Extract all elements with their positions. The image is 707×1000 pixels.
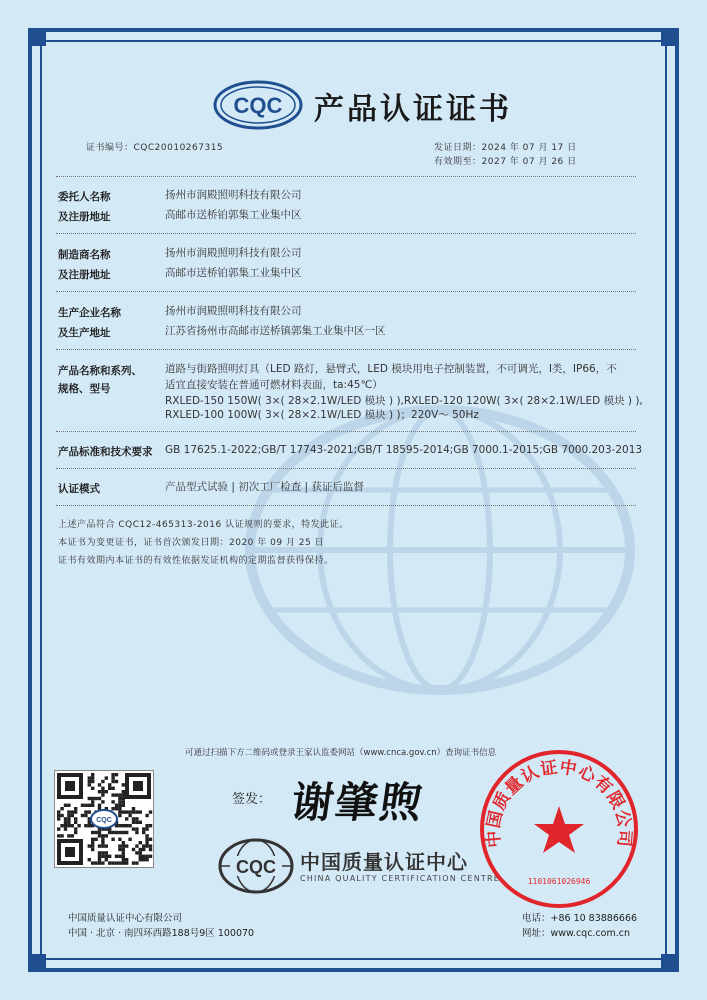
factory-name-label: 生产企业名称 bbox=[58, 307, 121, 319]
product-label-line1: 产品名称和系列、 bbox=[58, 365, 142, 377]
client-name-label: 委托人名称 bbox=[58, 191, 111, 203]
corner-ornament bbox=[661, 28, 679, 46]
product-models-line1: RXLED-150 150W( 3×( 28×2.1W/LED 模块 ) ),RXLED-120 120W( 3×( 28×2.1W/LED 模块 ) ), bbox=[165, 395, 643, 407]
cert-number-label: 证书编号： bbox=[86, 143, 134, 153]
footer-website[interactable]: 网址：www.cqc.com.cn bbox=[522, 928, 631, 939]
certificate-title: 产品认证证书 bbox=[314, 92, 512, 127]
product-label-line2: 规格、型号 bbox=[58, 383, 111, 395]
note-line: 证书有效期内本证书的有效性依据发证机构的定期监督获得保持。 bbox=[58, 556, 334, 566]
standards-label: 产品标准和技术要求 bbox=[58, 446, 153, 458]
manufacturer-address-value: 高邮市送桥铂郭集工业集中区 bbox=[165, 267, 302, 279]
issue-date-label: 发证日期： bbox=[434, 143, 482, 153]
corner-ornament bbox=[661, 954, 679, 972]
product-models-line2: RXLED-100 100W( 3×( 28×2.1W/LED 模块 ) )；220V～ 50Hz bbox=[165, 409, 479, 421]
svg-text:CQC: CQC bbox=[96, 817, 112, 824]
footer-phone: 电话：+86 10 83886666 bbox=[522, 913, 638, 924]
corner-ornament bbox=[28, 954, 46, 972]
footer-org-name: 中国质量认证中心有限公司 bbox=[68, 913, 183, 924]
svg-text:CQC: CQC bbox=[236, 857, 276, 877]
issue-date bbox=[434, 140, 577, 153]
manufacturer-name-value: 扬州市润殿照明科技有限公司 bbox=[165, 247, 302, 259]
divider bbox=[56, 505, 636, 506]
divider bbox=[56, 468, 636, 469]
expiry-date bbox=[434, 154, 577, 167]
qr-code[interactable] bbox=[54, 770, 154, 868]
standards-value: GB 17625.1-2022;GB/T 17743-2021;GB/T 18595-2014;GB 7000.1-2015;GB 7000.203-2013 bbox=[165, 444, 643, 456]
divider bbox=[56, 233, 636, 234]
divider bbox=[56, 431, 636, 432]
cert-number bbox=[86, 140, 223, 153]
certification-mode-label: 认证模式 bbox=[58, 483, 100, 495]
manufacturer-name-label: 制造商名称 bbox=[58, 249, 111, 261]
expiry-date-label: 有效期至： bbox=[434, 157, 482, 167]
org-name-cn: 中国质量认证中心 bbox=[300, 850, 468, 874]
divider bbox=[56, 349, 636, 350]
cert-number-value: CQC20010267315 bbox=[133, 143, 224, 153]
factory-name-value: 扬州市润殿照明科技有限公司 bbox=[165, 305, 302, 317]
cqc-logo bbox=[213, 80, 303, 130]
certification-mode-value: 产品型式试验 | 初次工厂检查 | 获证后监督 bbox=[165, 481, 364, 493]
official-seal bbox=[478, 748, 640, 910]
product-description-line2: 适宜直接安装在普通可燃材料表面，ta:45℃） bbox=[165, 379, 383, 391]
issue-date-value: 2024 年 07 月 17 日 bbox=[481, 143, 577, 153]
signature: 谢肇煦 bbox=[288, 778, 428, 827]
footer-address: 中国 · 北京 · 南四环西路188号9区 100070 bbox=[68, 928, 255, 939]
client-address-value: 高邮市送桥铂郭集工业集中区 bbox=[165, 209, 302, 221]
factory-address-label: 及生产地址 bbox=[58, 327, 111, 339]
divider bbox=[56, 176, 636, 177]
product-description-line1: 道路与街路照明灯具（LED 路灯，悬臂式，LED 模块用电子控制装置，不可调光，I类，IP66，不 bbox=[165, 363, 617, 375]
factory-address-value: 江苏省扬州市高邮市送桥镇郭集工业集中区一区 bbox=[165, 325, 386, 337]
client-address-label: 及注册地址 bbox=[58, 211, 111, 223]
client-name-value: 扬州市润殿照明科技有限公司 bbox=[165, 189, 302, 201]
svg-text:中国质量认证中心有限公司: 中国质量认证中心有限公司 bbox=[483, 757, 635, 849]
svg-text:CQC: CQC bbox=[233, 93, 283, 118]
verify-instructions: 可通过扫描下方二维码或登录王家认监委网站（www.cnca.gov.cn）查询证书信息 bbox=[185, 748, 497, 758]
cqc-bottom-logo bbox=[218, 838, 294, 894]
svg-text:1101061026946: 1101061026946 bbox=[527, 877, 591, 886]
org-name-en: CHINA QUALITY CERTIFICATION CENTRE bbox=[300, 874, 500, 883]
expiry-date-value: 2027 年 07 月 26 日 bbox=[481, 157, 577, 167]
divider bbox=[56, 291, 636, 292]
corner-ornament bbox=[28, 28, 46, 46]
signature-label: 签发： bbox=[232, 792, 272, 807]
note-line: 本证书为变更证书，证书首次颁发日期：2020 年 09 月 25 日 bbox=[58, 538, 325, 548]
note-line: 上述产品符合 CQC12-465313-2016 认证规则的要求，特发此证。 bbox=[58, 520, 349, 530]
manufacturer-address-label: 及注册地址 bbox=[58, 269, 111, 281]
